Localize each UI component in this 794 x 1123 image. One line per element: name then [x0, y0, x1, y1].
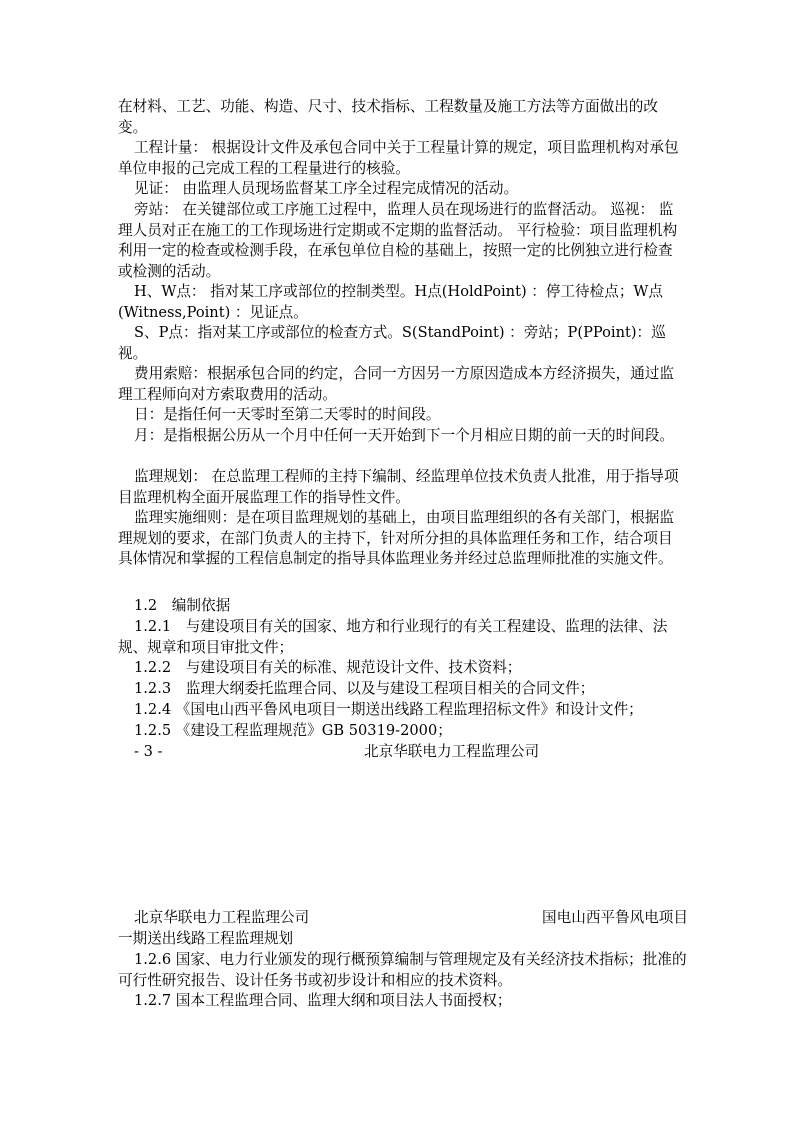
- paragraph-witness: 见证： 由监理人员现场监督某工序全过程完成情况的活动。: [134, 180, 519, 197]
- header-company: 北京华联电力工程监理公司: [134, 909, 310, 926]
- header-project: 国电山西平鲁风电项目: [542, 909, 688, 926]
- clause-1-2-1: 1.2.1 与建设项目有关的国家、地方和行业现行的有关工程建设、监理的法律、法规、规章和项目审批文件；: [118, 618, 668, 656]
- paragraph-implementation-rules: 监理实施细则：是在项目监理规划的基础上，由项目监理组织的各有关部门，根据监理规划的要求，在部门负责人的主持下，针对所分担的具体监理任务和工作，结合项目具体情况和掌握的工程信息制定的指导具体监理业务并经过总监理师批准的实施文件。: [118, 509, 674, 567]
- paragraph-sp-points: S、P点：指对某工序或部位的检查方式。S(StandPoint) ：旁站；P(PPoint)：巡视。: [118, 324, 666, 362]
- clause-1-2-7: 1.2.7 国本工程监理合同、监理大纲和项目法人书面授权；: [134, 992, 512, 1009]
- clause-1-2-4: 1.2.4 《国电山西平鲁风电项目一期送出线路工程监理招标文件》和设计文件；: [134, 701, 643, 718]
- paragraph-quantity-measurement: 工程计量： 根据设计文件及承包合同中关于工程量计算的规定，项目监理机构对承包单位申报的己完成工程的工程量进行的核验。: [118, 139, 679, 177]
- paragraph-cost-claim: 费用索赔：根据承包合同的约定，合同一方因另一方原因造成本方经济损失，通过监理工程师向对方索取费用的活动。: [118, 365, 674, 403]
- clause-1-2-6: 1.2.6 国家、电力行业颁发的现行概预算编制与管理规定及有关经济技术指标；批准的可行性研究报告、设计任务书或初步设计和相应的技术资料。: [118, 951, 687, 989]
- paragraph-side-station: 旁站： 在关键部位或工序施工过程中，监理人员在现场进行的监督活动。 巡视： 监理人员对正在施工的工作现场进行定期或不定期的监督活动。 平行检验：项目监理机构利用一定的检查或检测手段，在承包单位自检的基础上，按照一定的比例独立进行检查或检测的活动。: [118, 201, 678, 280]
- section-heading: 1.2 编制依据: [134, 597, 231, 614]
- paragraph-month: 月：是指根据公历从一个月中任何一天开始到下一个月相应日期的前一天的时间段。: [134, 427, 674, 444]
- clause-1-2-5: 1.2.5 《建设工程监理规范》GB 50319-2000；: [134, 722, 452, 739]
- clause-1-2-2: 1.2.2 与建设项目有关的标准、规范设计文件、技术资料；: [134, 659, 522, 676]
- page-number: - 3 -: [134, 743, 163, 760]
- paragraph-change-definition: 在材料、工艺、功能、构造、尺寸、技术指标、工程数量及施工方法等方面做出的改变。: [118, 98, 658, 136]
- page-header: [118, 907, 688, 928]
- paragraph-hw-points: H、W点： 指对某工序或部位的控制类型。H点(HoldPoint) ：停工待检点；W点(Witness,Point) ：见证点。: [118, 283, 664, 321]
- footer-company: 北京华联电力工程监理公司: [364, 743, 540, 760]
- paragraph-supervision-plan: 监理规划： 在总监理工程师的主持下编制、经监理单位技术负责人批准，用于指导项目监理机构全面开展监理工作的指导性文件。: [118, 468, 679, 506]
- header-project-line2: 一期送出线路工程监理规划: [118, 930, 294, 947]
- paragraph-day: 日：是指任何一天零时至第二天零时的时间段。: [134, 406, 441, 423]
- clause-1-2-3: 1.2.3 监理大纲委托监理合同、以及与建设工程项目相关的合同文件；: [134, 680, 595, 697]
